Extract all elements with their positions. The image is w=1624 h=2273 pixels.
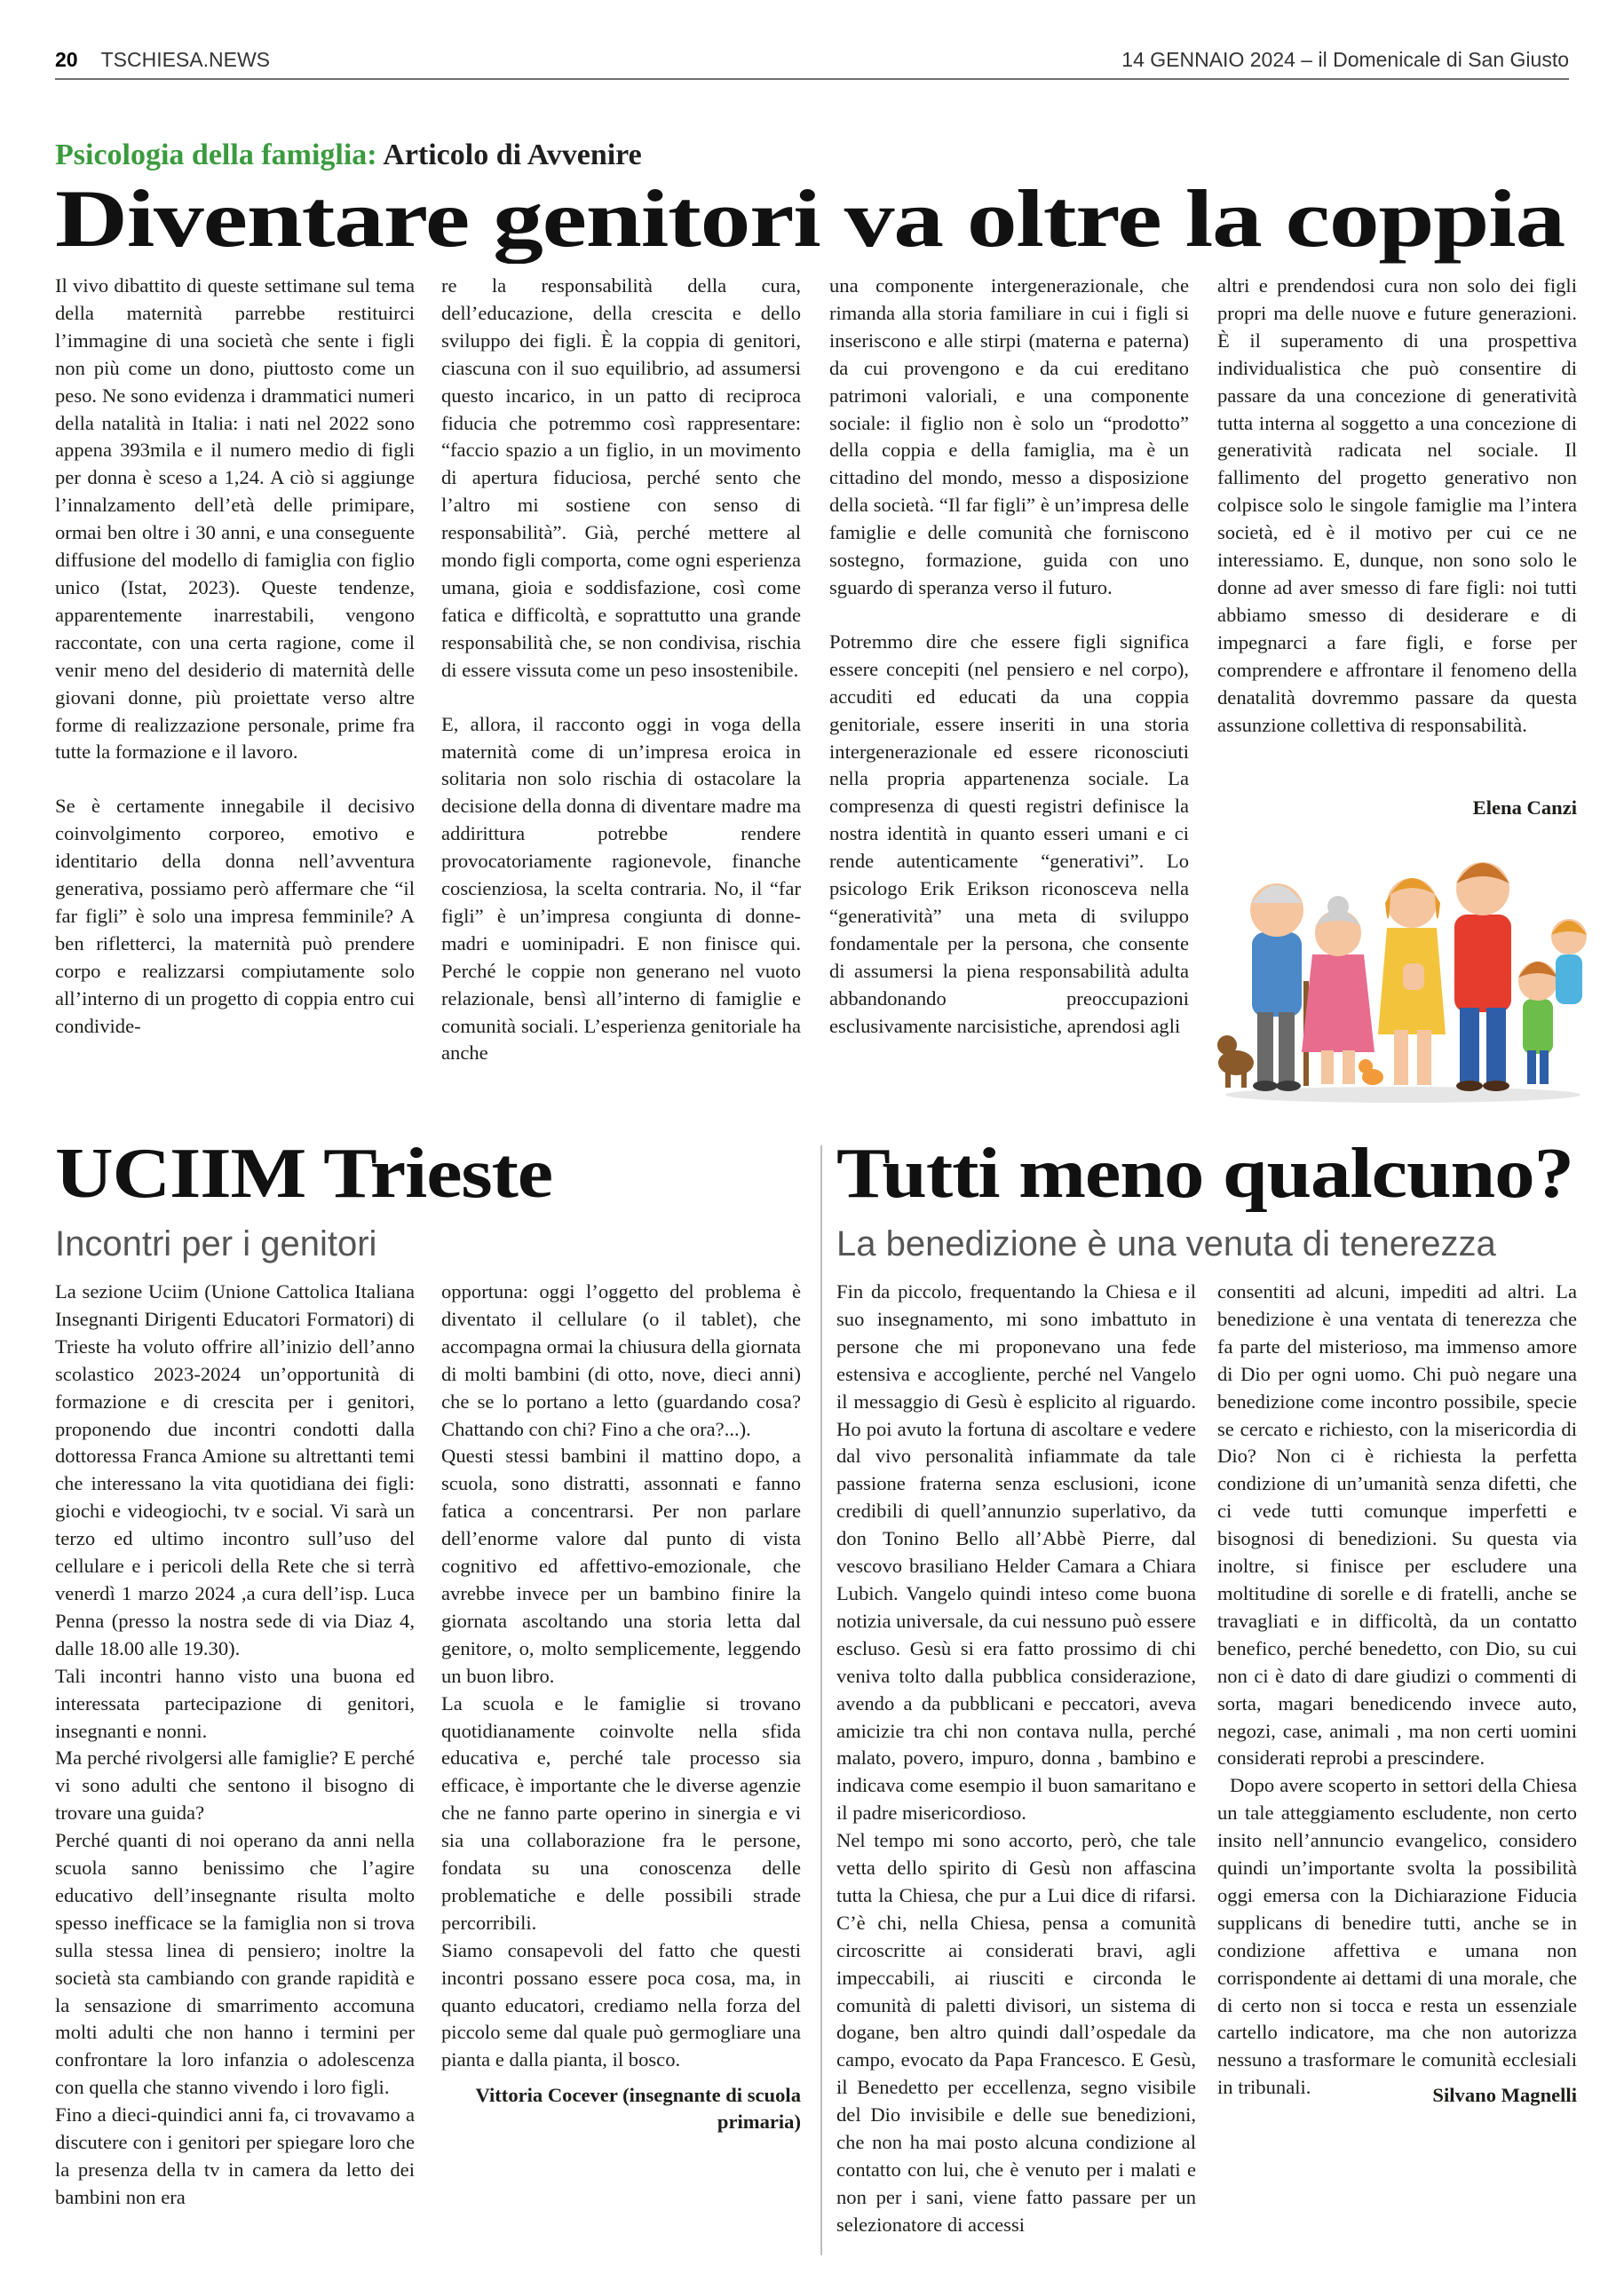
article2-author: Vittoria Cocever (insegnante di scuola primaria) bbox=[475, 2084, 801, 2133]
paragraph: Se è certamente innegabile il decisivo coinvolgimento corporeo, emotivo e identitario della donna nell’avventura generativa, possiamo però affermare che “il far figli” è solo una impresa femminile? A ben rifletterci, la maternità può prendere corpo e realizzarsi compiutamente solo all’interno di un progetto di coppia entro cui condivide- bbox=[55, 795, 415, 1037]
paragraph: Questi stessi bambini il mattino dopo, a scuola, sono distratti, assonnati e fanno fatica a concentrarsi. Per non parlare dell’enorme valore dal punto di vista cognitivo ed affettivo-emozionale, che avrebbe invece per un bambino finire la giornata ascoltando una storia letta dal genitore, o, molto semplicemente, leggendo un buon libro. bbox=[441, 1445, 801, 1687]
paragraph: Fin da piccolo, frequentando la Chiesa e il suo insegnamento, mi sono imbattuto in persone che mi proponevano una fede estensiva e accogliente, perché nel Vangelo il messaggio di Gesù è esplicito al riguardo. Ho poi avuto la fortuna di ascoltare e vedere dal vivo personalità infiammate da tale passione fraterna senza esclusioni, icone credibili di quell’annunzio superlativo, da don Tonino Bello all’Abbè Pierre, dal vescovo brasiliano Helder Camara a Chiara Lubich. Vangelo quindi inteso come buona notizia universale, da cui nessuno può essere escluso. Gesù si era fatto prossimo di chi veniva tolto dalla pubblica considerazione, avendo a da pubblicani e peccatori, aveva amicizie tra chi non contava nulla, perché malato, povero, impuro, donna , bambino e indicava come esempio il buon samaritano e il padre misericordioso. bbox=[836, 1280, 1196, 1825]
article2-subtitle: Incontri per i genitori bbox=[55, 1224, 377, 1263]
article3-subtitle: La benedizione è una venuta di tenerezza bbox=[836, 1224, 1496, 1263]
mother-figure bbox=[1378, 878, 1446, 1085]
paragraph: una componente intergenerazionale, che rimanda alla storia familiare in cui i figli si inseriscono e alle stirpi (materna e paterna) da cui provengono e da cui ereditano patrimoni valoriali, e una componente sociale: il figlio non è solo un “prodotto” della coppia e della famiglia, ma è un cittadino del mondo, messo a disposizione della società. “Il far figli” è un’impresa delle famiglie e delle comunità che forniscono sostegno, formazione, guida con uno sguardo di speranza verso il futuro. bbox=[829, 274, 1189, 598]
paragraph: Tali incontri hanno visto una buona ed interessata partecipazione di genitori, insegnanti e nonni. bbox=[55, 1664, 415, 1742]
paragraph: re la responsabilità della cura, dell’educazione, della crescita e dello sviluppo dei figli. È la coppia di genitori, ciascuna con il suo equilibrio, ad assumersi questo incarico, in un patto di reciproca fiducia che potremmo così rappresentare: “faccio spazio a un figlio, in un movimento di apertura fiduciosa, perché sento che l’altro mi sostiene con senso di responsabilità”. Già, perché mettere al mondo figli comporta, come ogni esperienza umana, gioia e soddisfazione, così come fatica e difficoltà, e soprattutto una grande responsabilità che, se non condivisa, rischia di essere vissuta come un peso insostenibile. bbox=[441, 274, 801, 681]
paragraph: Potremmo dire che essere figli significa essere concepiti (nel pensiero e nel corpo), accuditi ed educati da una coppia genitoriale, essere inseriti in una storia intergenerazionale ed essere riconosciuti nella propria appartenenza sociale. La compresenza di questi registri definisce la nostra identità in quanto esseri umani e ci rende autenticamente “generativi”. Lo psicologo Erik Erikson riconosceva nella “generatività” una meta di sviluppo fondamentale per la persona, che consente di assumersi la piena responsabilità adulta abbandonando preoccupazioni esclusivamente narcisistiche, aprendosi agli bbox=[829, 630, 1189, 1037]
paragraph: Ma perché rivolgersi alle famiglie? E perché vi sono adulti che sentono il bisogno di trovare una guida? bbox=[55, 1746, 415, 1825]
father-figure bbox=[1454, 862, 1511, 1091]
article1-column-3 bbox=[829, 273, 1189, 1040]
article3-column-2 bbox=[1217, 1279, 1577, 2102]
column-divider bbox=[820, 1145, 822, 2255]
article1-column-1 bbox=[55, 273, 415, 1040]
article2-column-2 bbox=[441, 1279, 801, 2074]
paragraph: La scuola e le famiglie si trovano quotidianamente coinvolte nella sfida educativa e, perché tale processo sia efficace, è importante che le diverse agenzie che ne fanno parte operino in sinergia e vi sia una collaborazione fra le persone, fondata su una conoscenza delle problematiche e delle possibili strade percorribili. bbox=[441, 1691, 801, 1934]
paragraph: consentiti ad alcuni, impediti ad altri. La benedizione è una ventata di tenerezza che fa parte del misterioso, ma immenso amore di Dio per ogni uomo. Chi può negare una benedizione come incontro possibile, specie se cercato e richiesto, con la misericordia di Dio? Non ci è richiesta la perfetta condizione di un’umanità senza difetti, che ci vede tutti comunque imperfetti e bisognosi di benedizioni. Su questa via inoltre, si finisce per escludere una moltitudine di sorelle e di fratelli, anche se travagliati e in difficoltà, da un contatto benefico, perché benedetto, con Dio, su cui non ci è dato di dare giudizi o commenti di sorta, magari benedicendo invece auto, negozi, case, animali , ma non certi uomini considerati reprobi a prescindere. bbox=[1217, 1280, 1577, 1770]
paragraph: La sezione Uciim (Unione Cattolica Italiana Insegnanti Dirigenti Educatori Formatori) di Trieste ha voluto offrire all’inizio dell’anno scolastico 2023-2024 un’opportunità di formazione e di crescita per i genitori, proponendo due incontri condotti dalla dottoressa Franca Amione su altrettanti temi che interessano la vita quotidiana dei figli: giochi e videogiochi, tv e social. Vi sarà un terzo ed ultimo incontro sull’uso del cellulare e i pericoli della Rete che si terrà venerdì 1 marzo 2024 ,a cura dell’isp. Luca Penna (presso la nostra sede di via Diaz 4, dalle 18.00 alle 19.30). bbox=[55, 1280, 415, 1659]
site-name: TSCHIESA.NEWS bbox=[100, 48, 271, 71]
paragraph: Perché quanti di noi operano da anni nella scuola sanno benissimo che l’agire educativo dell’insegnante risulta molto spesso inefficace se la famiglia non si trova sulla stessa linea di pensiero; inoltre la società sta cambiando con grande rapidità e la sensazione di smarrimento accomuna molti adulti che non hanno i termini per confrontare la loro infanzia o adolescenza con quella che stanno vivendo i loro figli. bbox=[55, 1829, 415, 2099]
article2-column-1 bbox=[55, 1279, 415, 2212]
paragraph: Fino a dieci-quindici anni fa, ci trovavamo a discutere con i genitori per spiegare loro che la presenza della tv in camera da letto dei bambini non era bbox=[55, 2103, 415, 2208]
paragraph: Il vivo dibattito di queste settimane sul tema della maternità parrebbe restituirci l’immagine di una società che sente i figli non più come un dono, piuttosto come un peso. Ne sono evidenza i drammatici numeri della natalità in Italia: i nati nel 2022 sono appena 393mila e il numero medio di figli per donna è sceso a 1,24. A ciò si aggiunge l’innalzamento dell’età delle primipare, ormai ben oltre i 30 anni, e una conseguente diffusione del modello di famiglia con figlio unico (Istat, 2023). Queste tendenze, apparentemente inarrestabili, vengono raccontate, con una certa ragione, come il venir meno del desiderio di maternità delle giovani donne, più proiettate verso altre forme di realizzazione personale, prime fra tutte la formazione e il lavoro. bbox=[55, 274, 415, 764]
children-figures bbox=[1518, 919, 1587, 1084]
dog-figure bbox=[1217, 1035, 1254, 1088]
family-illustration bbox=[1216, 848, 1589, 1105]
publication-date: 14 GENNAIO 2024 – il Domenicale di San Giusto bbox=[1121, 48, 1569, 71]
article1-column-4 bbox=[1217, 273, 1577, 739]
article1-kicker bbox=[55, 139, 642, 172]
paragraph: altri e prendendosi cura non solo dei figli propri ma delle nuove e future generazioni. È il superamento di una prospettiva individualistica che può consentire di passare da una concezione di generatività tutta interna al soggetto a una concezione di generatività radicata nel sociale. Il fallimento del progetto generativo non colpisce solo le singole famiglie ma l’intera società, ed è il motivo per cui ce ne interessiamo. E, dunque, non sono solo le donne ad aver smesso di fare figli: noi tutti abbiamo smesso di desiderare e di impegnarci a fare figli, e forse per comprendere e affrontare il fenomeno della denatalità dovremmo passare da questa assunzione collettiva di responsabilità. bbox=[1217, 274, 1577, 736]
paragraph: Dopo avere scoperto in settori della Chiesa un tale atteggiamento escludente, non certo insito nell’annuncio evangelico, considero quindi un’importante svolta la possibilità oggi emersa con la Dichiarazione Fiducia supplicans di benedire tutti, anche se in condizione affettiva e umana non corrispondente ai dettami di una morale, che di certo non si tocca e resta un essenziale cartello indicatore, ma che non autorizza nessuno a trasformare le comunità ecclesiali in tribunali. bbox=[1217, 1774, 1577, 2099]
paragraph: E, allora, il racconto oggi in voga della maternità come di un’impresa eroica in solitaria non solo rischia di ostacolare la decisione della donna di diventare madre ma addirittura potrebbe rendere provocatoriamente ragionevole, finanche coscienziosa, la scelta contraria. No, il “far figli” è un’impresa congiunta di donne-madri e uominipadri. E non finisce qui. Perché le coppie non generano nel vuoto relazionale, bensì all’interno di famiglie e comunità sociali. L’esperienza genitoriale ha anche bbox=[441, 712, 801, 1065]
grandfather-figure bbox=[1250, 883, 1309, 1091]
article1-column-2 bbox=[441, 273, 801, 1067]
article1-author: Elena Canzi bbox=[1472, 796, 1577, 819]
article3-column-1 bbox=[836, 1279, 1196, 2239]
article2-headline: UCIIM Trieste bbox=[55, 1135, 552, 1213]
cat-figure bbox=[1359, 1059, 1383, 1085]
article3-headline: Tutti meno qualcuno? bbox=[836, 1135, 1573, 1213]
paragraph: Siamo consapevoli del fatto che questi incontri possano essere poca cosa, ma, in quanto educatori, crediamo nella forza del piccolo seme dal quale può germogliare una pianta e dalla pianta, il bosco. bbox=[441, 1938, 801, 2071]
header-rule bbox=[55, 78, 1569, 80]
kicker-source: Articolo di Avvenire bbox=[376, 139, 642, 171]
article1-headline: Diventare genitori va oltre la coppia bbox=[55, 173, 1565, 264]
article3-author: Silvano Magnelli bbox=[1432, 2084, 1577, 2106]
grandmother-figure bbox=[1302, 896, 1374, 1084]
section-label: Psicologia della famiglia: bbox=[55, 139, 377, 171]
page-header-left bbox=[55, 48, 270, 72]
paragraph: opportuna: oggi l’oggetto del problema è diventato il cellulare (o il tablet), che accompagna ormai la chiusura della giornata di molti bambini (di otto, nove, dieci anni) che se lo portano a letto (guardando cosa? Chattando con chi? Fino a che ora?...). bbox=[441, 1280, 801, 1440]
page-number: 20 bbox=[55, 48, 78, 71]
paragraph: Nel tempo mi sono accorto, però, che tale vetta dello spirito di Gesù non affascina tutta la Chiesa, che pur a Lui dice di rifarsi. C’è chi, nella Chiesa, pensa a comunità circoscritte ai considerati bravi, agli impeccabili, ai riusciti e circonda le comunità di paletti divisori, un sistema di dogane, ben altro quindi dall’ospedale da campo, evocato da Papa Francesco. E Gesù, il Benedetto per eccellenza, segno visibile del Dio invisibile e delle sue benedizioni, che non ha mai posto alcuna condizione al contatto con lui, che è venuto per i malati e non per i sani, viene fatto passare per un selezionatore di accessi bbox=[836, 1829, 1196, 2236]
